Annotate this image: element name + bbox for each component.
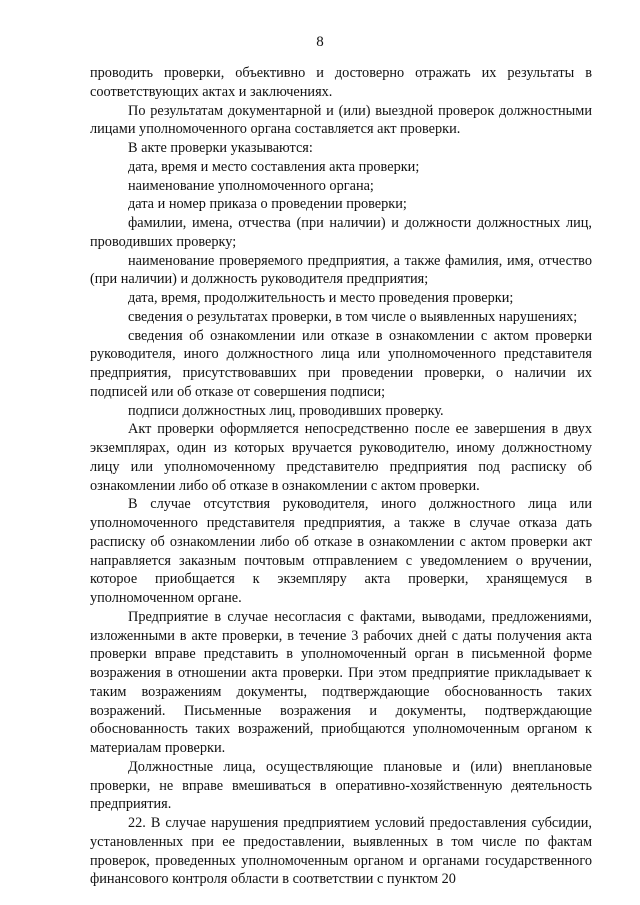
document-body: [90, 64, 592, 889]
paragraph-objections: Предприятие в случае несогласия с фактами, выводами, предложениями, изложенными в акте проверки, в течение 3 рабочих дней с даты получения акта проверки вправе представить в уполномоченный орган в письменной форме возражения в отношении акта проверки. При этом предприятие прикладывает к таким возражениям документы, подтверждающие обоснованность таких возражений. Письменные возражения и документы, подтверждающие обоснованность таких возражений, приобщаются уполномоченным органом к материалам проверки.: [90, 608, 592, 756]
page-number: 8: [316, 34, 324, 50]
paragraph-act-execution: Акт проверки оформляется непосредственно после ее завершения в двух экземплярах, один из которых вручается руководителю, иному должностному лицу или уполномоченному представителю предприятия под расписку об ознакомлении либо об отказе в ознакомлении с актом проверки.: [90, 421, 592, 494]
list-item-signatures: подписи должностных лиц, проводивших проверку.: [128, 402, 444, 419]
paragraph-act-contents-intro: В акте проверки указываются:: [128, 140, 313, 156]
list-item-order-number: дата и номер приказа о проведении проверки;: [128, 196, 407, 213]
paragraph-clause-22: 22. В случае нарушения предприятием условий предоставления субсидии, установленных при ее предоставлении, выявленных в том числе по фактам проверок, проведенных уполномоченным органом и органами государственного финансового контроля области в соответствии с пунктом 20: [90, 815, 592, 888]
list-item-date-place: дата, время и место составления акта проверки;: [128, 158, 420, 175]
list-item-authority-name: наименование уполномоченного органа;: [128, 177, 374, 194]
paragraph-act-drafting: По результатам документарной и (или) выездной проверок должностными лицами уполномоченного органа составляется акт проверки.: [90, 102, 592, 138]
paragraph-continued: проводить проверки, объективно и достоверно отражать их результаты в соответствующих актах и заключениях.: [90, 65, 592, 100]
list-item-results: сведения о результатах проверки, в том числе о выявленных нарушениях;: [128, 308, 578, 325]
paragraph-non-interference: Должностные лица, осуществляющие плановые и (или) внеплановые проверки, не вправе вмешиваться в оперативно-хозяйственную деятельность предприятия.: [90, 758, 592, 813]
paragraph-absence-case: В случае отсутствия руководителя, иного должностного лица или уполномоченного представителя предприятия, а также в случае отказа дать расписку об ознакомлении либо об отказе в ознакомлении с актом проверки акт направляется заказным почтовым отправлением с уведомлением о вручении, которое приобщается к экземпляру акта проверки, хранящемуся в уполномоченном органе.: [90, 496, 592, 606]
list-item-inspectors: фамилии, имена, отчества (при наличии) и должности должностных лиц, проводивших проверку;: [90, 215, 592, 250]
list-item-enterprise-name: наименование проверяемого предприятия, а также фамилия, имя, отчество (при наличии) и должность руководителя предприятия;: [90, 252, 592, 288]
list-item-acknowledgement: сведения об ознакомлении или отказе в ознакомлении с актом проверки руководителя, иного должностного лица или уполномоченного представителя предприятия, присутствовавших при проведении проверки, о наличии их подписей или об отказе от совершения подписи;: [90, 327, 592, 400]
list-item-inspection-duration: дата, время, продолжительность и место проведения проверки;: [128, 290, 514, 306]
